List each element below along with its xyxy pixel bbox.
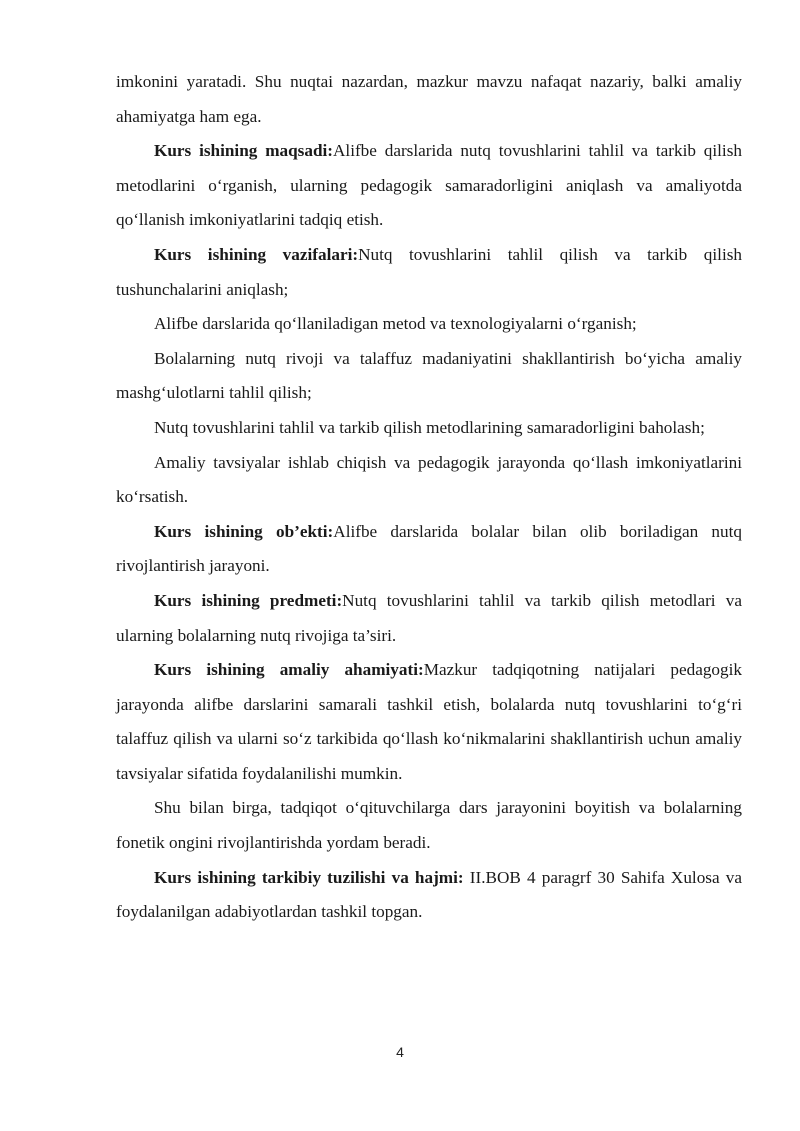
page-body [116, 65, 742, 930]
support-paragraph: Shu bilan birga, tadqiqot o‘qituvchilarga dars jarayonini boyitish va bolalarning fonetik ongini rivojlantirishda yordam beradi. [116, 798, 742, 853]
subject-text: Nutq tovushlarini tahlil va tarkib qilish metodlari va ularning bolalarning nutq rivojiga ta’siri. [116, 590, 742, 645]
structure-text: II.BOB 4 paragrf 30 Sahifa Xulosa va foydalanilgan adabiyotlardan tashkil topgan. [116, 867, 742, 922]
structure-label: Kurs ishining tarkibiy tuzilishi va hajmi: [154, 867, 464, 887]
goal-paragraph [116, 134, 742, 238]
task-item: Amaliy tavsiyalar ishlab chiqish va pedagogik jarayonda qo‘llash imkoniyatlarini ko‘rsatish. [116, 452, 742, 507]
tasks-label: Kurs ishining vazifalari: [154, 244, 359, 264]
task-item: Alifbe darslarida qo‘llaniladigan metod va texnologiyalarni o‘rganish; [154, 314, 637, 334]
practical-paragraph [116, 653, 742, 791]
practical-text: Mazkur tadqiqotning natijalari pedagogik jarayonda alifbe darslarini samarali tashkil etish, bolalarda nutq tovushlarini to‘g‘ri talaffuz qilish va ularni so‘z tarkibida qo‘llash ko‘nikmalarini shakllantirish uchun amaliy tavsiyalar sifatida foydalanilishi mumkin. [116, 660, 742, 783]
structure-paragraph [116, 861, 742, 930]
practical-label: Kurs ishining amaliy ahamiyati: [154, 660, 424, 680]
goal-label: Kurs ishining maqsadi: [154, 141, 333, 161]
task-item: Bolalarning nutq rivoji va talaffuz madaniyatini shakllantirish bo‘yicha amaliy mashg‘ulotlarni tahlil qilish; [116, 348, 742, 403]
tasks-text: Nutq tovushlarini tahlil qilish va tarkib qilish tushunchalarini aniqlash; [116, 244, 743, 299]
object-paragraph [116, 515, 742, 584]
task-item: Nutq tovushlarini tahlil va tarkib qilish metodlarining samaradorligini baholash; [154, 417, 705, 437]
object-label: Kurs ishining ob’ekti: [154, 521, 334, 541]
goal-text: Alifbe darslarida nutq tovushlarini tahlil va tarkib qilish metodlarini o‘rganish, ularning pedagogik samaradorligini aniqlash va amaliyotda qo‘llanish imkoniyatlarini tadqiq etish. [116, 141, 742, 230]
object-text: Alifbe darslarida bolalar bilan olib boriladigan nutq rivojlantirish jarayoni. [116, 521, 742, 576]
page-number: 4 [396, 1044, 404, 1060]
subject-paragraph [116, 584, 742, 653]
tasks-paragraph [116, 238, 742, 307]
subject-label: Kurs ishining predmeti: [154, 590, 343, 610]
intro-paragraph: imkonini yaratadi. Shu nuqtai nazardan, mazkur mavzu nafaqat nazariy, balki amaliy ahamiyatga ham ega. [116, 72, 742, 126]
